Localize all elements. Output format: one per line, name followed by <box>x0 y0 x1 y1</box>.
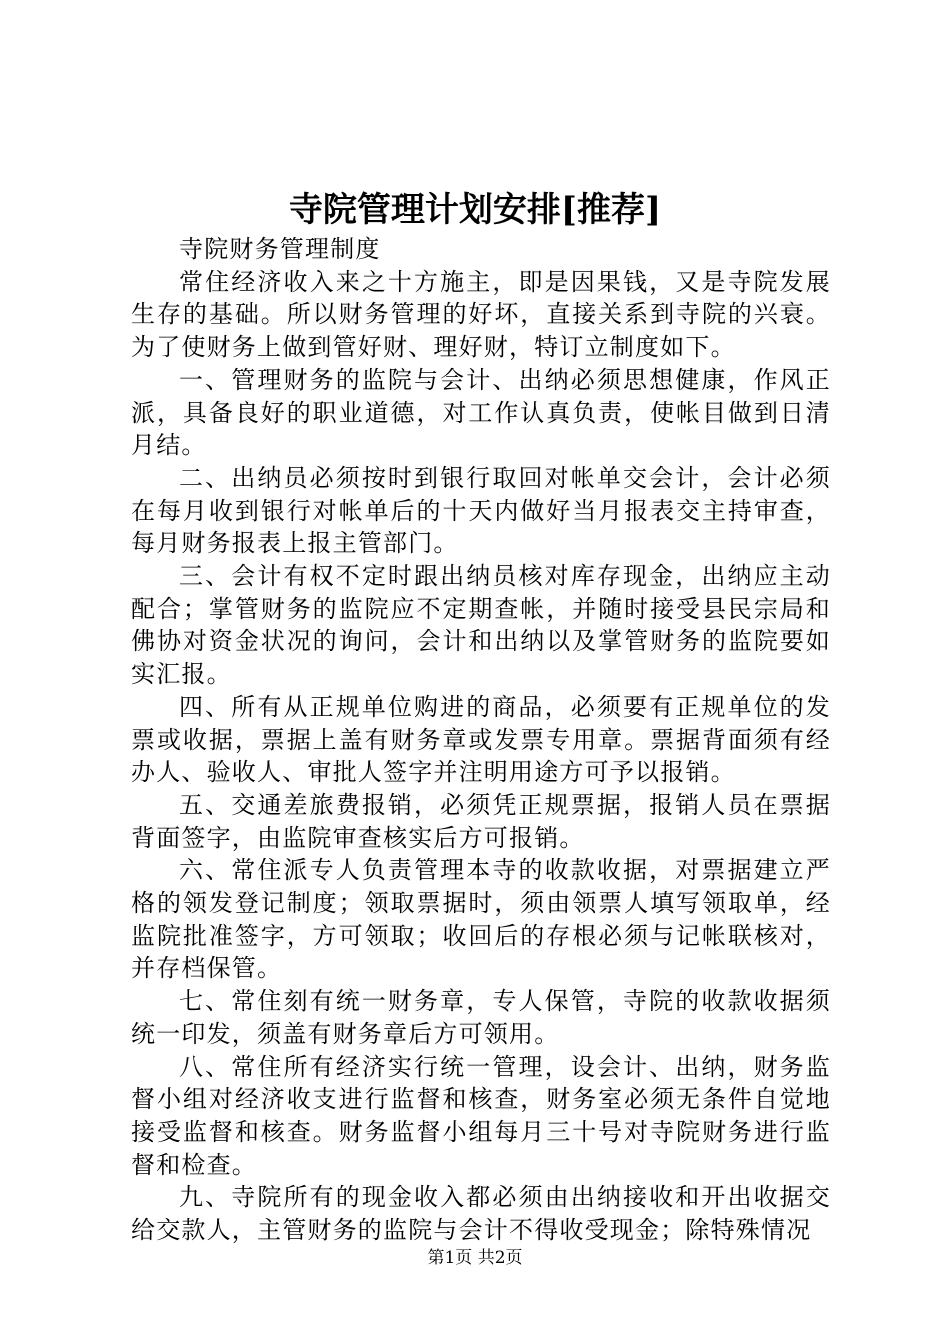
paragraph: 七、常住刻有统一财务章，专人保管，寺院的收款收据须统一印发，须盖有财务章后方可领用。 <box>131 987 831 1048</box>
paragraph: 一、管理财务的监院与会计、出纳必须思想健康，作风正派，具备良好的职业道德，对工作认真负责，使帐目做到日清月结。 <box>131 365 831 460</box>
paragraph: 八、常住所有经济实行统一管理，设会计、出纳，财务监督小组对经济收支进行监督和核查，财务室必须无条件自觉地接受监督和核查。财务监督小组每月三十号对寺院财务进行监督和检查。 <box>131 1052 831 1179</box>
paragraph-heading: 寺院财务管理制度 <box>179 235 381 263</box>
paragraph: 六、常住派专人负责管理本寺的收款收据，对票据建立严格的领发登记制度；领取票据时，须由领票人填写领取单，经监院批准签字，方可领取；收回后的存根必须与记帐联核对，并存档保管。 <box>131 856 831 983</box>
document-body <box>131 233 831 1247</box>
paragraph: 九、寺院所有的现金收入都必须由出纳接收和开出收据交给交款人，主管财务的监院与会计不得收受现金；除特殊情况 <box>131 1183 831 1245</box>
paragraph: 二、出纳员必须按时到银行取回对帐单交会计，会计必须在每月收到银行对帐单后的十天内做好当月报表交主持审查，每月财务报表上报主管部门。 <box>131 463 831 558</box>
paragraph: 五、交通差旅费报销，必须凭正规票据，报销人员在票据背面签字，由监院审查核实后方可报销。 <box>131 790 831 852</box>
document-title: 寺院管理计划安排[推荐] <box>288 190 662 230</box>
page-footer: 第1页 共2页 <box>427 1248 523 1268</box>
paragraph: 四、所有从正规单位购进的商品，必须要有正规单位的发票或收据，票据上盖有财务章或发票专用章。票据背面须有经办人、验收人、审批人签字并注明用途方可予以报销。 <box>131 692 831 787</box>
paragraph: 三、会计有权不定时跟出纳员核对库存现金，出纳应主动配合；掌管财务的监院应不定期查帐，并随时接受县民宗局和佛协对资金状况的询问，会计和出纳以及掌管财务的监院要如实汇报。 <box>131 562 831 689</box>
paragraph: 常住经济收入来之十方施主，即是因果钱，又是寺院发展生存的基础。所以财务管理的好坏，直接关系到寺院的兴衰。为了使财务上做到管好财、理好财，特订立制度如下。 <box>131 267 831 362</box>
